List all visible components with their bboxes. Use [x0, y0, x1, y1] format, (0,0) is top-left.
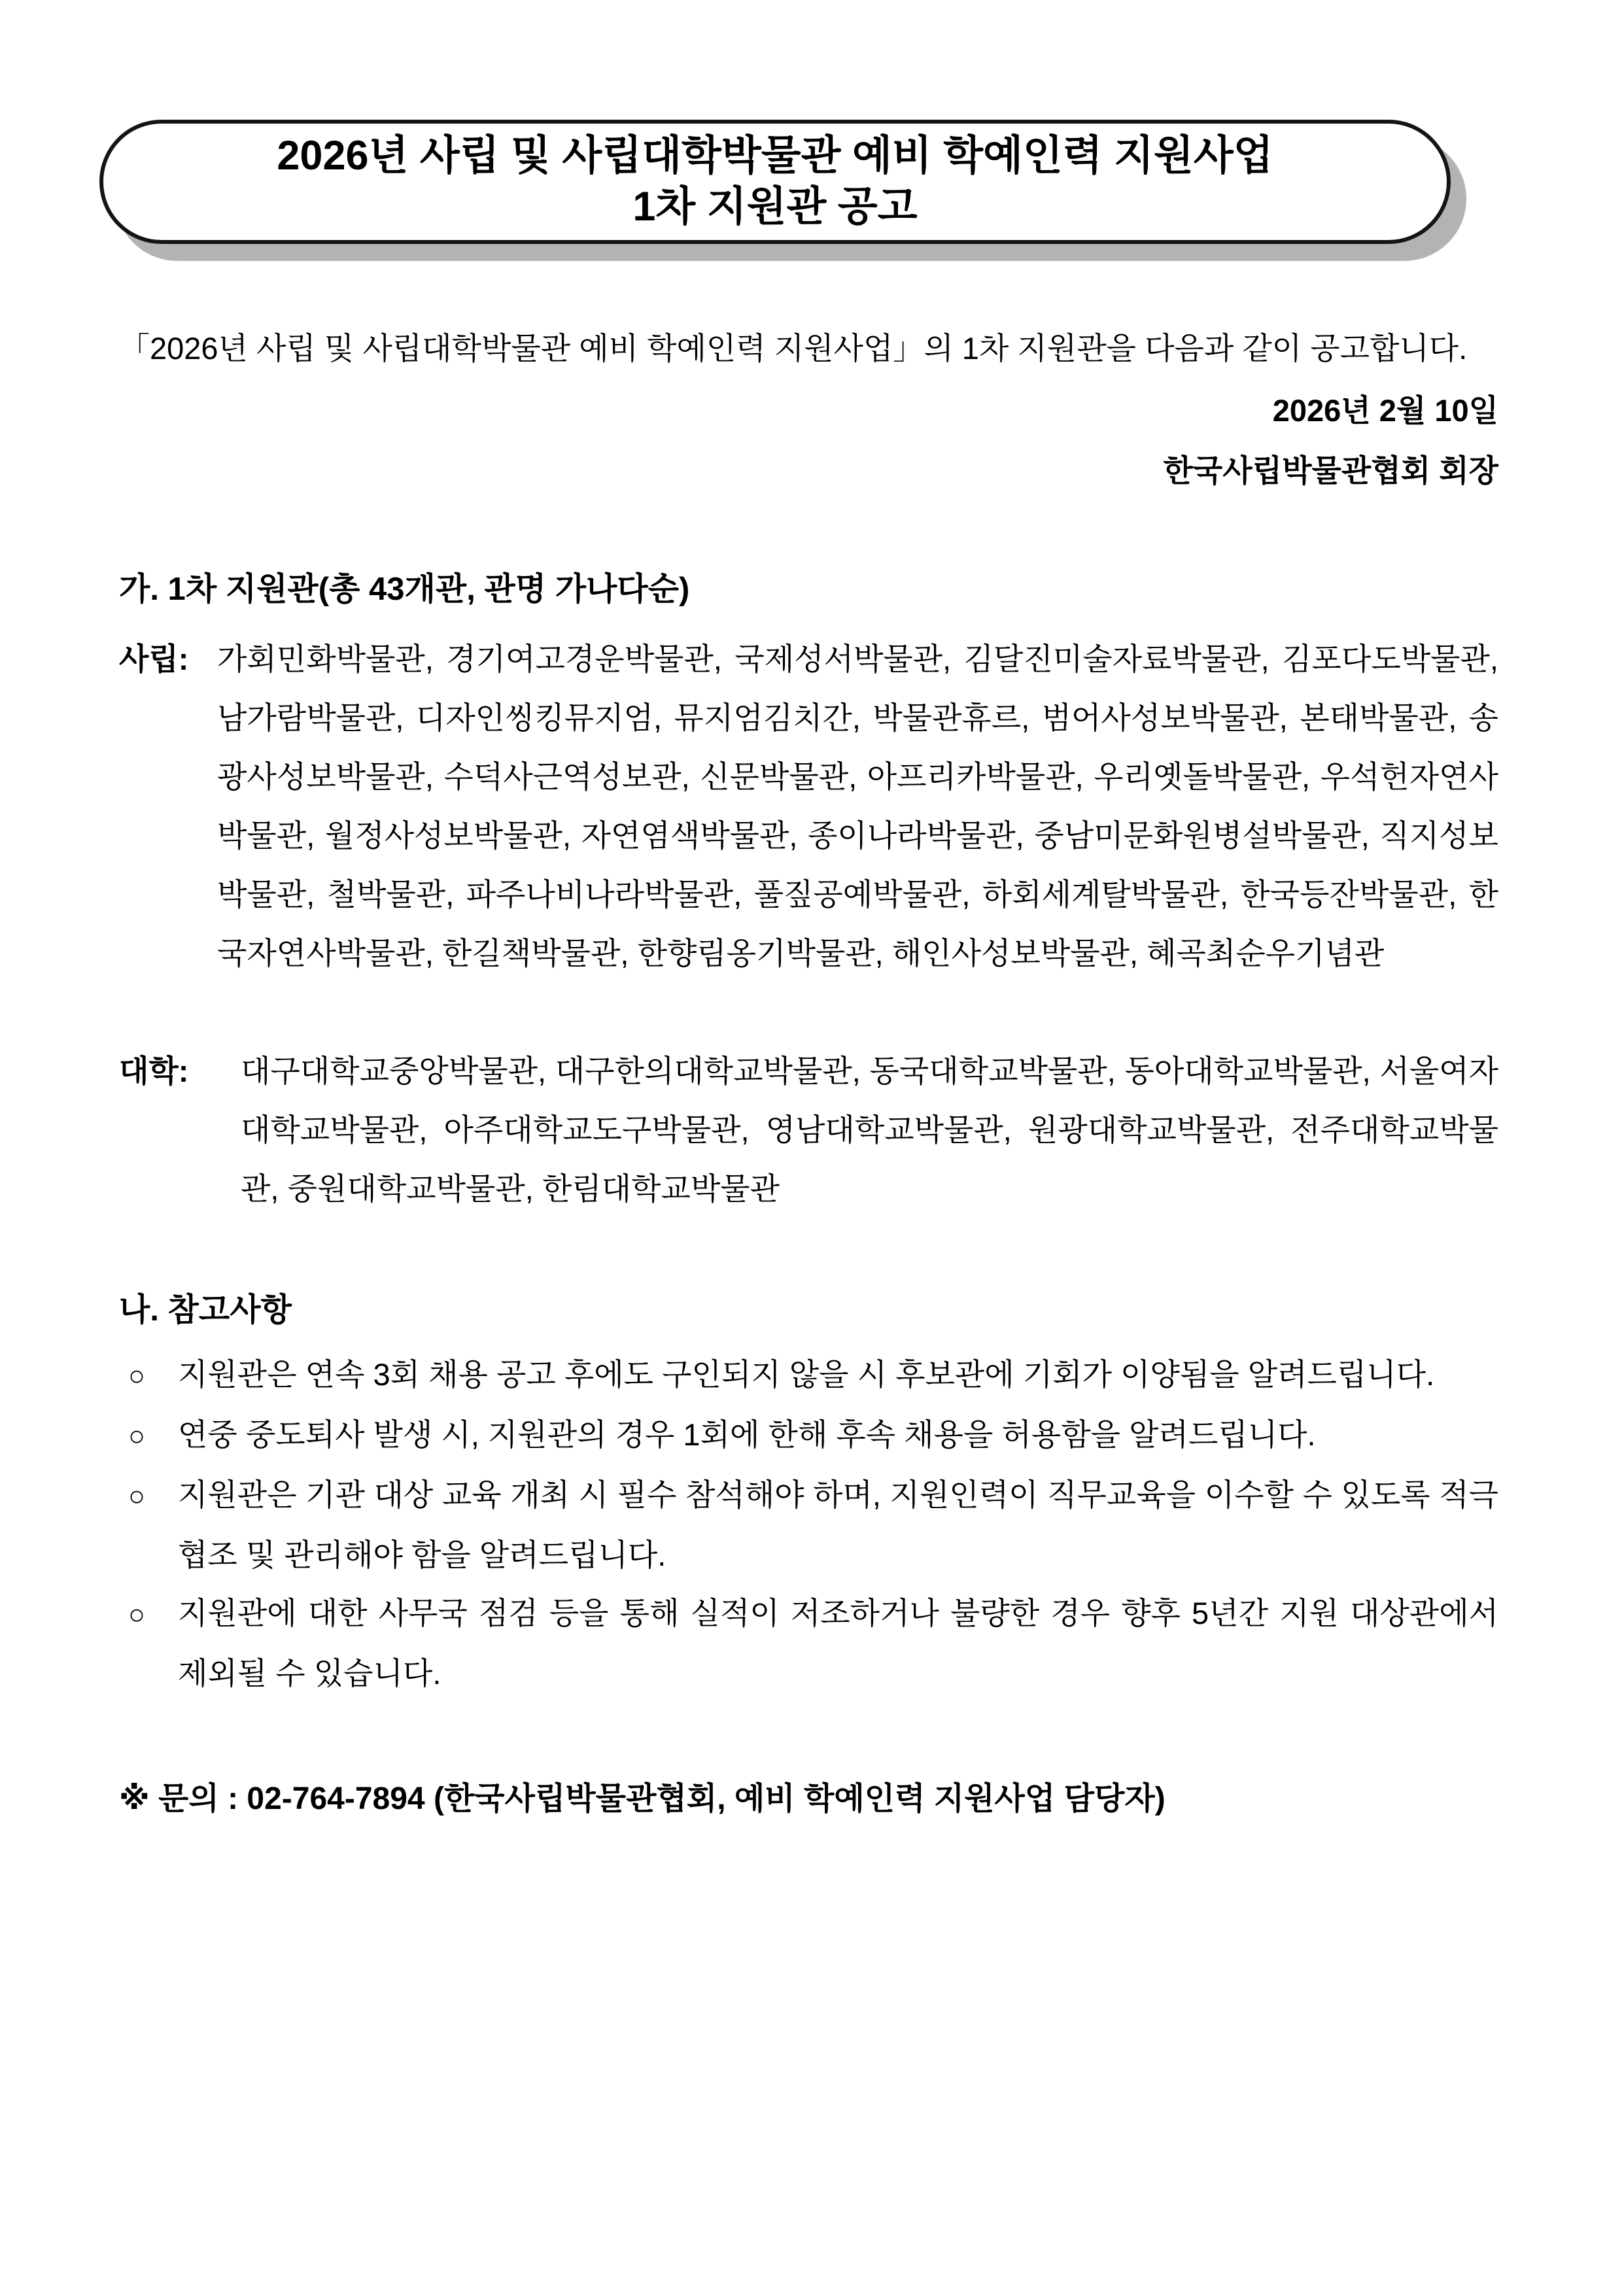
university-museums-row — [119, 1042, 1498, 1218]
section-a-heading: 가. 1차 지원관(총 43개관, 관명 가나다순) — [119, 572, 690, 607]
note-item-4 — [119, 1584, 1498, 1702]
private-museums-row — [119, 630, 1498, 983]
notes-list — [119, 1345, 1498, 1702]
note-text-2: 연중 중도퇴사 발생 시, 지원관의 경우 1회에 한해 후속 채용을 허용함을 알려드립니다. — [178, 1417, 1316, 1452]
contact-line: ※ 문의 : 02-764-7894 (한국사립박물관협회, 예비 학예인력 지원사업 담당자) — [119, 1781, 1166, 1816]
date-signature-block — [119, 381, 1498, 501]
announcement-date: 2026년 2월 10일 — [1272, 393, 1498, 428]
university-label: 대학: — [119, 1054, 189, 1088]
page-title-line-2: 1차 지원관 공고 — [632, 184, 918, 230]
section-b-heading: 나. 참고사항 — [119, 1292, 292, 1328]
note-text-3: 지원관은 기관 대상 교육 개최 시 필수 참석해야 하며, 지원인력이 직무교육을 이수할 수 있도록 적극 협조 및 관리해야 함을 알려드립니다. — [178, 1477, 1498, 1572]
announcement-signer: 한국사립박물관협회 회장 — [1163, 453, 1498, 488]
note-item-1 — [119, 1345, 1498, 1405]
title-box — [99, 120, 1451, 244]
note-item-2 — [119, 1405, 1498, 1466]
private-label: 사립: — [119, 642, 189, 676]
bullet-circle-icon: ○ — [128, 1599, 145, 1630]
bullet-circle-icon: ○ — [128, 1360, 145, 1392]
note-text-4: 지원관에 대한 사무국 점검 등을 통해 실적이 저조하거나 불량한 경우 향후 5년간 지원 대상관에서 제외될 수 있습니다. — [178, 1596, 1498, 1691]
intro-paragraph: 「2026년 사립 및 사립대학박물관 예비 학예인력 지원사업」의 1차 지원관을 다음과 같이 공고합니다. — [119, 331, 1468, 366]
bullet-circle-icon: ○ — [128, 1481, 145, 1512]
note-text-1: 지원관은 연속 3회 채용 공고 후에도 구인되지 않을 시 후보관에 기회가 이양됨을 알려드립니다. — [178, 1357, 1435, 1392]
page-title-line-1: 2026년 사립 및 사립대학박물관 예비 학예인력 지원사업 — [277, 133, 1273, 179]
note-item-3 — [119, 1466, 1498, 1584]
university-museums-text: 대구대학교중앙박물관, 대구한의대학교박물관, 동국대학교박물관, 동아대학교박물관, 서울여자대학교박물관, 아주대학교도구박물관, 영남대학교박물관, 원광대학교박물관, 전주대학교박물관, 중원대학교박물관, 한림대학교박물관 — [241, 1054, 1498, 1206]
private-museums-text: 가회민화박물관, 경기여고경운박물관, 국제성서박물관, 김달진미술자료박물관, 김포다도박물관, 남가람박물관, 디자인씽킹뮤지엄, 뮤지엄김치간, 박물관휴르, 범어사성보박물관, 본태박물관, 송광사성보박물관, 수덕사근역성보관, 신문박물관, 아프리카박물관, 우리옛돌박물관, 우석헌자연사박물관, 월정사성보박물관, 자연염색박물관, 종이나라박물관, 중남미문화원병설박물관, 직지성보박물관, 철박물관, 파주나비나라박물관, 풀짚공예박물관, 하회세계탈박물관, 한국등잔박물관, 한국자연사박물관, 한길책박물관, 한향림옹기박물관, 해인사성보박물관, 혜곡최순우기념관 — [217, 642, 1498, 971]
bullet-circle-icon: ○ — [128, 1420, 145, 1452]
